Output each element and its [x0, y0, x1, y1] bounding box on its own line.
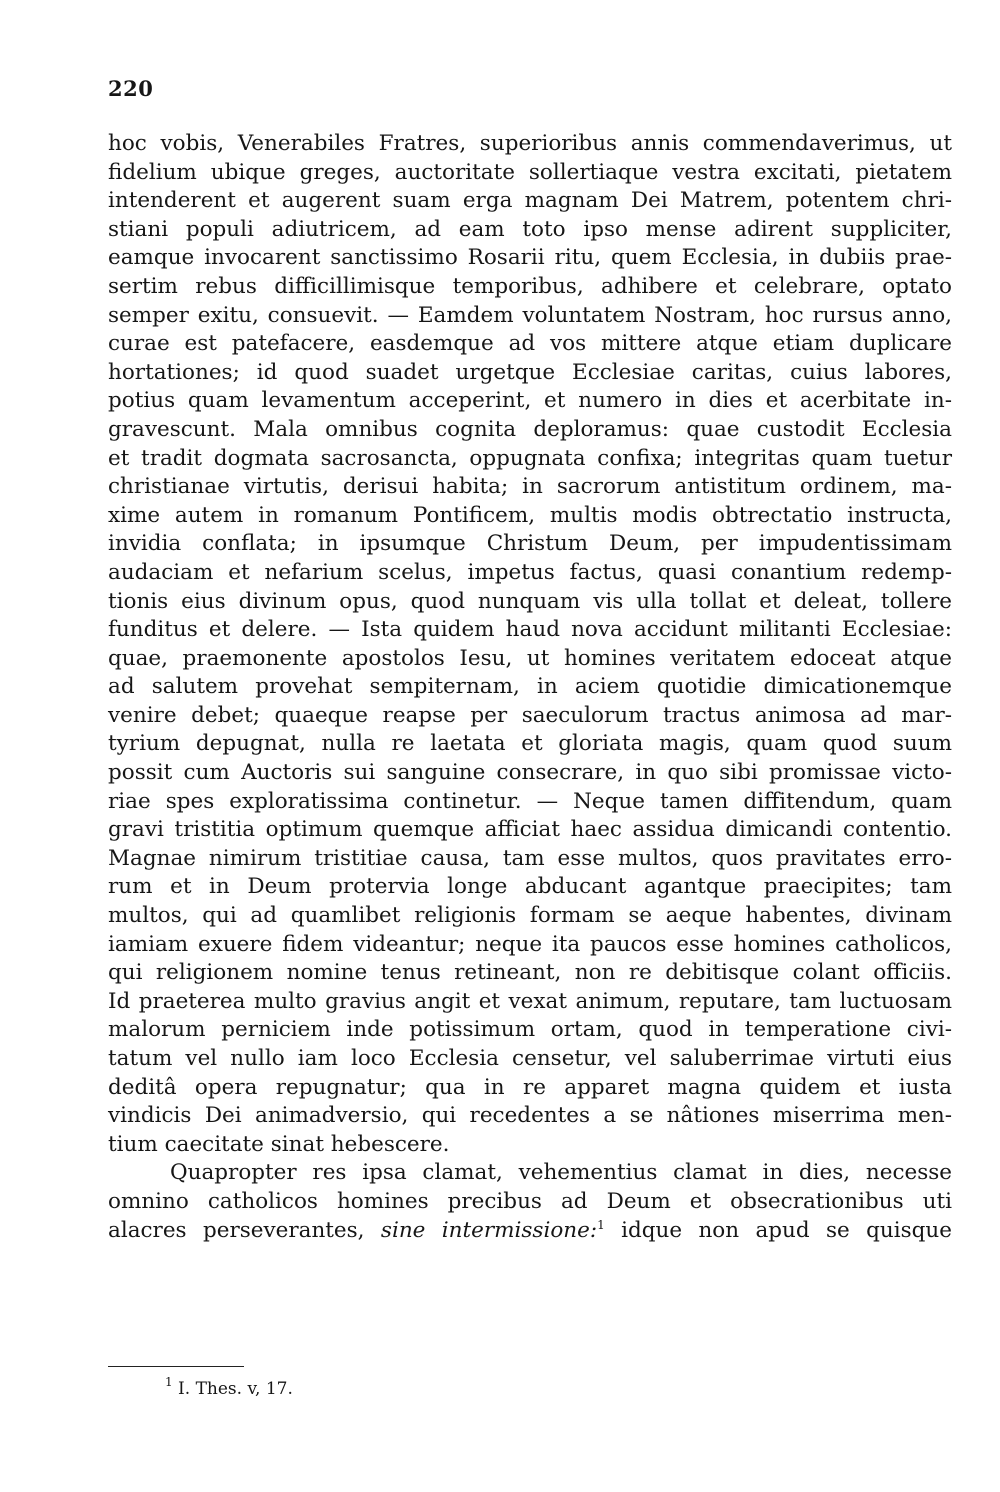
text-line: multos, qui ad quamlibet religionis formam se aeque habentes, divinam [108, 903, 952, 929]
text-line: invidia conflata; in ipsumque Christum Deum, per impudentissimam [108, 531, 952, 557]
text-line: funditus et delere. — Ista quidem haud nova accidunt militanti Ecclesiae: [108, 617, 952, 643]
text-line: hoc vobis, Venerabiles Fratres, superioribus annis commendaverimus, ut [108, 131, 952, 156]
text-line: semper exitu, consuevit. — Eamdem voluntatem Nostram, hoc rursus anno, [108, 302, 952, 328]
text-line: Magnae nimirum tristitiae causa, tam esse multos, quos pravitates erro- [108, 845, 952, 871]
italic-quote: sine intermissione: [380, 1217, 598, 1243]
text-line: audaciam et nefarium scelus, impetus factus, quasi conantium redemp- [108, 559, 952, 585]
text-line: intenderent et augerent suam erga magnam Dei Matrem, potentem chri- [108, 188, 952, 214]
text-line: xime autem in romanum Pontificem, multis modis obtrectatio instructa, [108, 502, 952, 528]
text-line: venire debet; quaeque reapse per saeculorum tractus animosa ad mar- [108, 702, 952, 728]
text-line: tyrium depugnat, nulla re laetata et gloriata magis, quam quod suum [108, 731, 952, 757]
text-line: fidelium ubique greges, auctoritate sollertiaque vestra excitati, pietatem [108, 159, 952, 185]
text-line: iamiam exuere fidem videantur; neque ita paucos esse homines catholicos, [108, 931, 952, 957]
text-line-with-citation [108, 1217, 952, 1246]
text-line: ad salutem provehat sempiternam, in aciem quotidie dimicationemque [108, 674, 952, 700]
text-line: curae est patefacere, easdemque ad vos mittere atque etiam duplicare [108, 331, 952, 357]
text-line: gravi tristitia optimum quemque afficiat haec assidua dimicandi contentio. [108, 817, 952, 843]
text-line: sertim rebus difficillimisque temporibus, adhibere et celebrare, optato [108, 273, 952, 299]
text-line: quae, praemonente apostolos Iesu, ut homines veritatem edoceat atque [108, 645, 952, 671]
footnote-text: I. Thes. v, 17. [178, 1379, 293, 1399]
text-line: deditâ opera repugnatur; qua in re apparet magna quidem et iusta [108, 1074, 952, 1100]
text-line: et tradit dogmata sacrosancta, oppugnata confixa; integritas quam tuetur [108, 445, 952, 471]
text-line: eamque invocarent sanctissimo Rosarii ritu, quem Ecclesia, in dubiis prae- [108, 245, 952, 271]
footnote-divider [108, 1366, 244, 1367]
text-line: vindicis Dei animadversio, qui recedentes a se nâtiones miserrima men- [108, 1103, 952, 1129]
text-line: hortationes; id quod suadet urgetque Ecclesiae caritas, cuius labores, [108, 359, 952, 385]
text-line: gravescunt. Mala omnibus cognita deploramus: quae custodit Ecclesia [108, 416, 952, 442]
text-line: stiani populi adiutricem, ad eam toto ipso mense adirent suppliciter, [108, 216, 952, 242]
text-segment: alacres perseverantes, [108, 1217, 365, 1243]
text-line: christianae virtutis, derisui habita; in sacrorum antistitum ordinem, ma- [108, 474, 952, 500]
text-line: possit cum Auctoris sui sanguine consecrare, in quo sibi promissae victo- [108, 760, 952, 786]
text-line: Quapropter res ipsa clamat, vehementius clamat in dies, necesse [170, 1160, 952, 1186]
text-line: potius quam levamentum acceperint, et numero in dies et acerbitate in- [108, 388, 952, 414]
text-line: tionis eius divinum opus, quod nunquam vis ulla tollat et deleat, tollere [108, 588, 952, 614]
footnote [165, 1375, 293, 1400]
text-line: qui religionem nomine tenus retineant, non re debitisque colant officiis. [108, 960, 952, 986]
text-line: Id praeterea multo gravius angit et vexat animum, reputare, tam luctuosam [108, 988, 952, 1014]
text-line: tium caecitate sinat hebescere. [108, 1131, 450, 1157]
text-line: omnino catholicos homines precibus ad Deum et obsecrationibus uti [108, 1188, 952, 1214]
footnote-reference: 1 [597, 1217, 605, 1232]
page-number: 220 [108, 76, 154, 101]
footnote-mark: 1 [165, 1375, 173, 1389]
body-text [108, 130, 952, 1245]
text-line: tatum vel nullo iam loco Ecclesia censetur, vel saluberrimae virtuti eius [108, 1046, 952, 1071]
text-segment: idque non apud se quisque [621, 1217, 952, 1243]
text-line: rum et in Deum protervia longe abducant agantque praecipites; tam [108, 874, 952, 900]
text-line: riae spes exploratissima continetur. — Neque tamen diffitendum, quam [108, 788, 952, 814]
text-line: malorum perniciem inde potissimum ortam, quod in temperatione civi- [108, 1017, 952, 1043]
